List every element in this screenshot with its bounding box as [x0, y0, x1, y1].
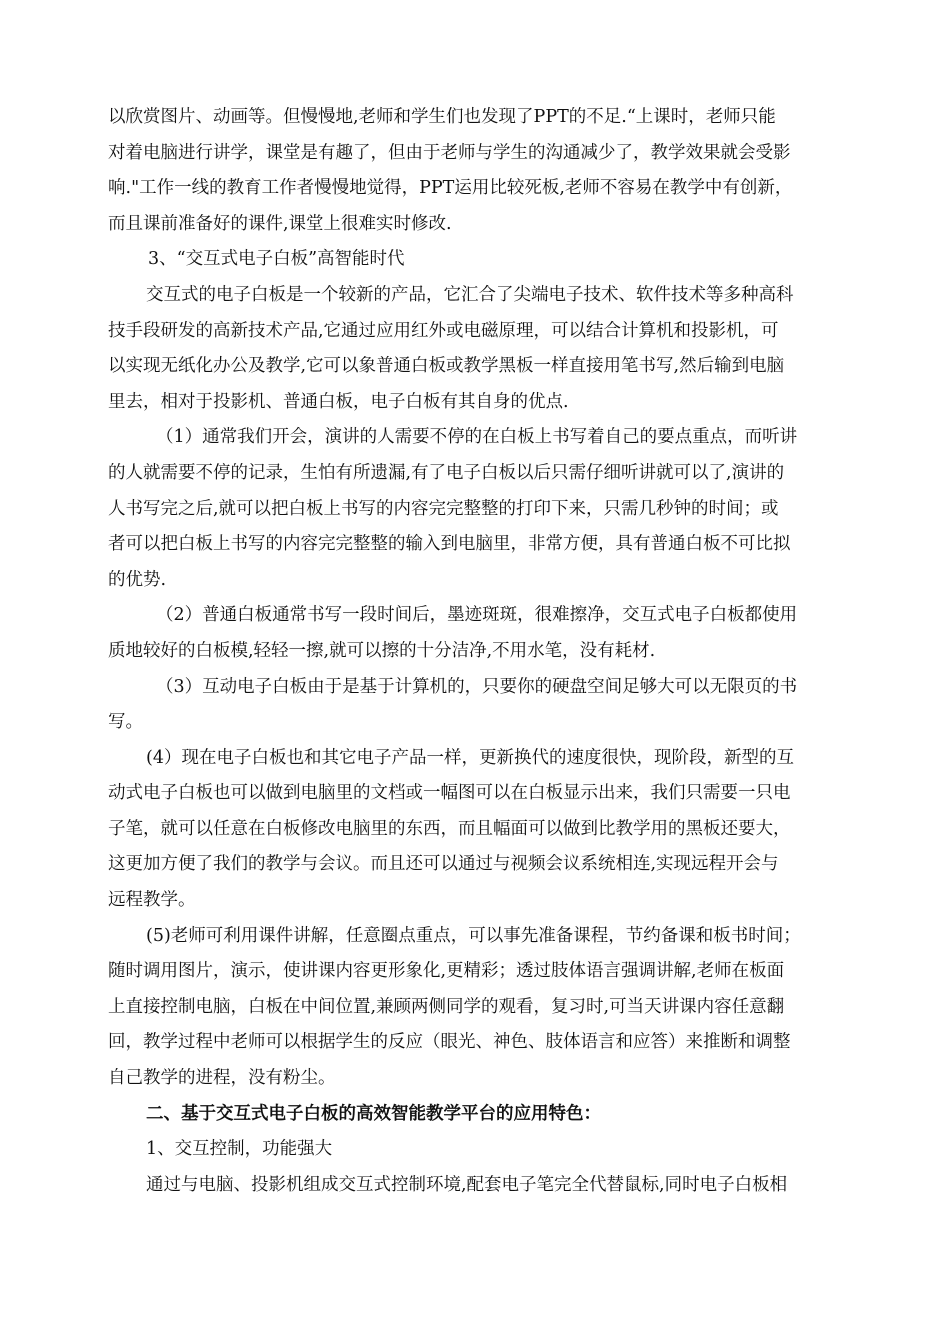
text-line: 子笔，就可以任意在白板修改电脑里的东西，而且幅面可以做到比教学用的黑板还要大， — [108, 818, 791, 839]
text-line: 回，教学过程中老师可以根据学生的反应（眼光、神色、肢体语言和应答）来推断和调整 — [108, 1032, 791, 1053]
section-heading: 1、交互控制，功能强大 — [146, 1139, 333, 1160]
text-line: 以欣赏图片、动画等。但慢慢地,老师和学生们也发现了PPT的不足.“上课时，老师只能 — [108, 107, 776, 127]
text-line: 而且课前准备好的课件,课堂上很难实时修改. — [108, 213, 452, 234]
list-item-start: （3）互动电子白板由于是基于计算机的，只要你的硬盘空间足够大可以无限页的书 — [156, 676, 798, 697]
text-line: 上直接控制电脑，白板在中间位置,兼顾两侧同学的观看，复习时,可当天讲课内容任意翻 — [108, 996, 785, 1017]
text-line: 远程教学。 — [108, 890, 196, 911]
text-line: 质地较好的白板模,轻轻一擦,就可以擦的十分洁净,不用水笔，没有耗材. — [108, 640, 656, 661]
list-item-start: （2）普通白板通常书写一段时间后，墨迹斑斑，很难擦净，交互式电子白板都使用 — [156, 605, 798, 626]
text-line: 对着电脑进行讲学，课堂是有趣了，但由于老师与学生的沟通减少了，教学效果就会受影 — [108, 142, 791, 163]
document-page — [108, 100, 868, 1203]
text-line: 者可以把白板上书写的内容完完整整的输入到电脑里，非常方便，具有普通白板不可比拟 — [108, 534, 791, 555]
text-line: 动式电子白板也可以做到电脑里的文档或一幅图可以在白板显示出来，我们只需要一只电 — [108, 783, 791, 804]
paragraph-start: 通过与电脑、投影机组成交互式控制环境,配套电子笔完全代替鼠标,同时电子白板相 — [146, 1174, 788, 1195]
paragraph-start: 交互式的电子白板是一个较新的产品，它汇合了尖端电子技术、软件技术等多种高科 — [146, 284, 794, 305]
list-item-start: (5)老师可利用课件讲解，任意圈点重点，可以事先准备课程，节约备课和板书时间； — [146, 925, 801, 946]
text-line: 技手段研发的高新技术产品,它通过应用红外或电磁原理，可以结合计算机和投影机，可 — [108, 320, 779, 341]
text-line: 人书写完之后,就可以把白板上书写的内容完完整整的打印下来，只需几秒钟的时间；或 — [108, 498, 779, 519]
text-line: 响."工作一线的教育工作者慢慢地觉得，PPT运用比较死板,老师不容易在教学中有创新， — [108, 178, 793, 199]
text-line: 以实现无纸化办公及教学,它可以象普通白板或教学黑板一样直接用笔书写,然后输到电脑 — [108, 356, 785, 377]
list-item-start: (4）现在电子白板也和其它电子产品一样，更新换代的速度很快，现阶段，新型的互 — [146, 747, 794, 768]
text-line: 这更加方便了我们的教学与会议。而且还可以通过与视频会议系统相连,实现远程开会与 — [108, 854, 779, 875]
text-line: 写。 — [108, 712, 143, 733]
chapter-heading: 二、基于交互式电子白板的高效智能教学平台的应用特色： — [146, 1103, 601, 1124]
text-line: 里去，相对于投影机、普通白板，电子白板有其自身的优点. — [108, 391, 569, 412]
list-item-start: （1）通常我们开会，演讲的人需要不停的在白板上书写着自己的要点重点，而听讲 — [156, 427, 798, 448]
section-heading: 3、“交互式电子白板”高智能时代 — [148, 249, 405, 270]
text-line: 的优势. — [108, 569, 167, 590]
text-line: 的人就需要不停的记录，生怕有所遗漏,有了电子白板以后只需仔细听讲就可以了,演讲的 — [108, 462, 785, 483]
text-line: 随时调用图片，演示，使讲课内容更形象化,更精彩；透过肢体语言强调讲解,老师在板面 — [108, 961, 785, 982]
text-line: 自己教学的进程，没有粉尘。 — [108, 1068, 336, 1089]
